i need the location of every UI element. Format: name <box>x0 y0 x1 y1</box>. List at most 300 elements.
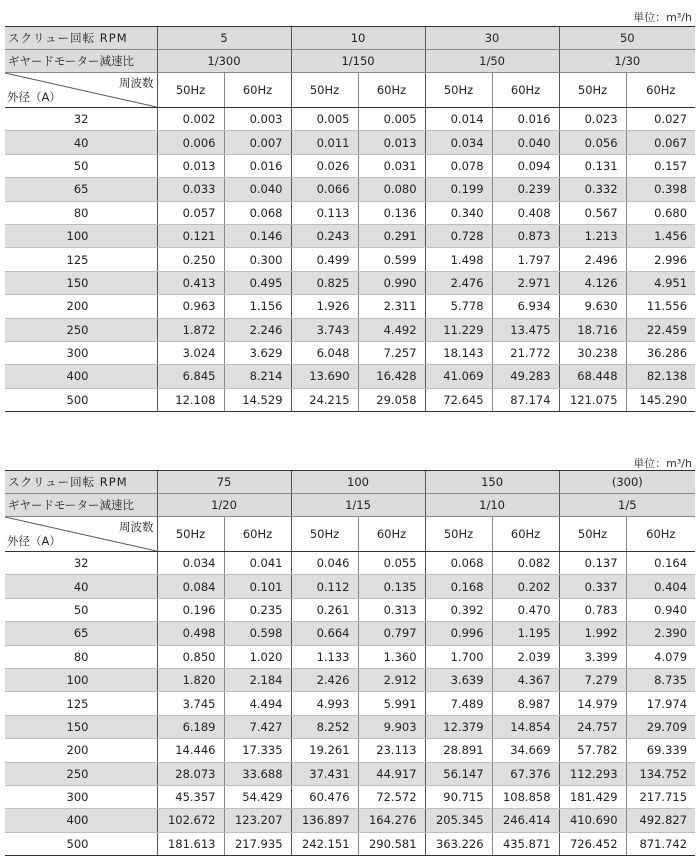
capacity-cell: 0.783 <box>559 598 626 621</box>
capacity-cell: 8.214 <box>224 365 291 388</box>
rpm-value: 10 <box>291 27 425 50</box>
outer-diameter-cell: 80 <box>5 201 157 224</box>
capacity-cell: 1.700 <box>425 645 492 668</box>
capacity-cell: 2.912 <box>358 668 425 691</box>
outer-diameter-cell: 150 <box>5 715 157 738</box>
capacity-cell: 12.379 <box>425 715 492 738</box>
outer-diameter-cell: 65 <box>5 622 157 645</box>
capacity-cell: 4.494 <box>224 692 291 715</box>
capacity-cell: 67.376 <box>492 762 559 785</box>
capacity-cell: 0.873 <box>492 224 559 247</box>
capacity-cell: 0.499 <box>291 248 358 271</box>
capacity-table-1 <box>5 26 695 412</box>
capacity-cell: 69.339 <box>626 739 695 762</box>
capacity-cell: 217.935 <box>224 832 291 855</box>
capacity-cell: 11.229 <box>425 318 492 341</box>
hz-header: 60Hz <box>492 517 559 552</box>
capacity-cell: 19.261 <box>291 739 358 762</box>
hz-header: 60Hz <box>358 517 425 552</box>
capacity-cell: 0.680 <box>626 201 695 224</box>
capacity-cell: 41.069 <box>425 365 492 388</box>
capacity-cell: 0.057 <box>157 201 224 224</box>
capacity-cell: 0.082 <box>492 552 559 575</box>
capacity-cell: 7.489 <box>425 692 492 715</box>
rpm-value: 50 <box>559 27 695 50</box>
capacity-cell: 4.951 <box>626 271 695 294</box>
capacity-cell: 3.743 <box>291 318 358 341</box>
gear-ratio-value: 1/150 <box>291 50 425 73</box>
capacity-cell: 7.279 <box>559 668 626 691</box>
capacity-cell: 290.581 <box>358 832 425 855</box>
gear-ratio-value: 1/30 <box>559 50 695 73</box>
rpm-value: 30 <box>425 27 559 50</box>
capacity-cell: 5.778 <box>425 295 492 318</box>
capacity-cell: 492.827 <box>626 809 695 832</box>
capacity-cell: 13.475 <box>492 318 559 341</box>
capacity-cell: 7.427 <box>224 715 291 738</box>
capacity-cell: 0.101 <box>224 575 291 598</box>
capacity-cell: 68.448 <box>559 365 626 388</box>
capacity-cell: 1.872 <box>157 318 224 341</box>
capacity-cell: 0.031 <box>358 154 425 177</box>
outer-diameter-cell: 400 <box>5 809 157 832</box>
capacity-cell: 4.079 <box>626 645 695 668</box>
capacity-cell: 0.027 <box>626 108 695 131</box>
capacity-cell: 34.669 <box>492 739 559 762</box>
gear-ratio-value: 1/20 <box>157 494 291 517</box>
capacity-cell: 0.340 <box>425 201 492 224</box>
table-row <box>5 201 695 224</box>
capacity-cell: 0.850 <box>157 645 224 668</box>
rpm-label: スクリュー回転 RPM <box>5 27 157 50</box>
capacity-cell: 5.991 <box>358 692 425 715</box>
outer-diameter-cell: 100 <box>5 668 157 691</box>
hz-header: 50Hz <box>291 73 358 108</box>
outer-diameter-cell: 40 <box>5 575 157 598</box>
capacity-cell: 2.971 <box>492 271 559 294</box>
capacity-cell: 17.335 <box>224 739 291 762</box>
capacity-cell: 28.073 <box>157 762 224 785</box>
table-row <box>5 108 695 131</box>
capacity-cell: 0.041 <box>224 552 291 575</box>
outer-diameter-cell: 250 <box>5 762 157 785</box>
capacity-cell: 7.257 <box>358 341 425 364</box>
table-row <box>5 832 695 855</box>
capacity-cell: 1.820 <box>157 668 224 691</box>
outer-diameter-cell: 200 <box>5 295 157 318</box>
capacity-cell: 181.429 <box>559 785 626 808</box>
capacity-cell: 0.078 <box>425 154 492 177</box>
capacity-cell: 18.143 <box>425 341 492 364</box>
frequency-header-row <box>5 73 695 108</box>
capacity-cell: 0.235 <box>224 598 291 621</box>
capacity-cell: 205.345 <box>425 809 492 832</box>
capacity-cell: 0.013 <box>358 131 425 154</box>
gear-ratio-value: 1/10 <box>425 494 559 517</box>
table-row <box>5 785 695 808</box>
table-row <box>5 645 695 668</box>
hz-header: 50Hz <box>157 73 224 108</box>
capacity-cell: 0.023 <box>559 108 626 131</box>
capacity-cell: 0.014 <box>425 108 492 131</box>
capacity-cell: 36.286 <box>626 341 695 364</box>
capacity-cell: 0.157 <box>626 154 695 177</box>
capacity-cell: 0.404 <box>626 575 695 598</box>
capacity-cell: 17.974 <box>626 692 695 715</box>
capacity-cell: 9.903 <box>358 715 425 738</box>
capacity-cell: 0.250 <box>157 248 224 271</box>
table-row <box>5 715 695 738</box>
gear-ratio-value: 1/15 <box>291 494 425 517</box>
table-row <box>5 295 695 318</box>
capacity-cell: 0.112 <box>291 575 358 598</box>
capacity-cell: 102.672 <box>157 809 224 832</box>
table-row <box>5 388 695 411</box>
capacity-cell: 0.168 <box>425 575 492 598</box>
outer-diameter-cell: 250 <box>5 318 157 341</box>
capacity-cell: 0.068 <box>425 552 492 575</box>
capacity-cell: 0.026 <box>291 154 358 177</box>
capacity-cell: 2.311 <box>358 295 425 318</box>
capacity-cell: 0.066 <box>291 178 358 201</box>
capacity-cell: 0.016 <box>224 154 291 177</box>
outer-diameter-cell: 40 <box>5 131 157 154</box>
capacity-cell: 1.456 <box>626 224 695 247</box>
capacity-cell: 1.020 <box>224 645 291 668</box>
capacity-cell: 0.963 <box>157 295 224 318</box>
hz-header: 50Hz <box>425 517 492 552</box>
table-row <box>5 365 695 388</box>
capacity-cell: 3.629 <box>224 341 291 364</box>
capacity-cell: 0.313 <box>358 598 425 621</box>
capacity-cell: 363.226 <box>425 832 492 855</box>
corner-header-cell <box>5 517 157 552</box>
rpm-value: (300) <box>559 471 695 494</box>
capacity-cell: 0.005 <box>291 108 358 131</box>
frequency-header-row <box>5 517 695 552</box>
capacity-cell: 11.556 <box>626 295 695 318</box>
capacity-cell: 21.772 <box>492 341 559 364</box>
capacity-cell: 1.133 <box>291 645 358 668</box>
capacity-table-2 <box>5 470 695 856</box>
capacity-cell: 0.990 <box>358 271 425 294</box>
outer-diameter-cell: 200 <box>5 739 157 762</box>
capacity-cell: 0.199 <box>425 178 492 201</box>
capacity-cell: 6.845 <box>157 365 224 388</box>
capacity-cell: 16.428 <box>358 365 425 388</box>
capacity-cell: 0.113 <box>291 201 358 224</box>
capacity-cell: 0.013 <box>157 154 224 177</box>
capacity-cell: 60.476 <box>291 785 358 808</box>
capacity-cell: 0.002 <box>157 108 224 131</box>
table-row <box>5 762 695 785</box>
outer-diameter-cell: 500 <box>5 388 157 411</box>
capacity-cell: 0.033 <box>157 178 224 201</box>
capacity-cell: 49.283 <box>492 365 559 388</box>
capacity-cell: 30.238 <box>559 341 626 364</box>
capacity-cell: 14.854 <box>492 715 559 738</box>
capacity-cell: 217.715 <box>626 785 695 808</box>
capacity-cell: 0.728 <box>425 224 492 247</box>
capacity-cell: 2.390 <box>626 622 695 645</box>
capacity-cell: 1.195 <box>492 622 559 645</box>
capacity-cell: 72.572 <box>358 785 425 808</box>
capacity-cell: 0.413 <box>157 271 224 294</box>
capacity-cell: 0.046 <box>291 552 358 575</box>
capacity-cell: 44.917 <box>358 762 425 785</box>
gear-ratio-label: ギヤードモーター減速比 <box>5 494 157 517</box>
outer-diameter-cell: 65 <box>5 178 157 201</box>
table-row <box>5 739 695 762</box>
capacity-cell: 0.567 <box>559 201 626 224</box>
rpm-value: 150 <box>425 471 559 494</box>
capacity-cell: 0.034 <box>157 552 224 575</box>
capacity-cell: 0.498 <box>157 622 224 645</box>
capacity-cell: 0.825 <box>291 271 358 294</box>
hz-header: 50Hz <box>425 73 492 108</box>
capacity-cell: 2.039 <box>492 645 559 668</box>
capacity-cell: 57.782 <box>559 739 626 762</box>
capacity-cell: 0.146 <box>224 224 291 247</box>
capacity-cell: 0.040 <box>492 131 559 154</box>
outer-diameter-cell: 32 <box>5 108 157 131</box>
hz-header: 60Hz <box>224 517 291 552</box>
capacity-cell: 112.293 <box>559 762 626 785</box>
capacity-cell: 136.897 <box>291 809 358 832</box>
hz-header: 50Hz <box>559 517 626 552</box>
capacity-cell: 435.871 <box>492 832 559 855</box>
capacity-cell: 0.797 <box>358 622 425 645</box>
capacity-cell: 242.151 <box>291 832 358 855</box>
table-row <box>5 154 695 177</box>
capacity-cell: 2.996 <box>626 248 695 271</box>
capacity-cell: 1.360 <box>358 645 425 668</box>
capacity-cell: 0.136 <box>358 201 425 224</box>
capacity-cell: 3.024 <box>157 341 224 364</box>
capacity-cell: 18.716 <box>559 318 626 341</box>
capacity-cell: 8.987 <box>492 692 559 715</box>
capacity-cell: 0.239 <box>492 178 559 201</box>
capacity-cell: 0.016 <box>492 108 559 131</box>
table-row <box>5 341 695 364</box>
capacity-cell: 45.357 <box>157 785 224 808</box>
gear-ratio-value: 1/5 <box>559 494 695 517</box>
table-row <box>5 131 695 154</box>
gear-ratio-value: 1/50 <box>425 50 559 73</box>
capacity-cell: 2.476 <box>425 271 492 294</box>
capacity-cell: 121.075 <box>559 388 626 411</box>
table-row <box>5 271 695 294</box>
capacity-cell: 0.011 <box>291 131 358 154</box>
table-row <box>5 178 695 201</box>
capacity-cell: 3.745 <box>157 692 224 715</box>
capacity-cell: 1.213 <box>559 224 626 247</box>
capacity-cell: 0.598 <box>224 622 291 645</box>
capacity-cell: 6.934 <box>492 295 559 318</box>
capacity-cell: 24.757 <box>559 715 626 738</box>
capacity-cell: 8.735 <box>626 668 695 691</box>
capacity-cell: 23.113 <box>358 739 425 762</box>
outer-diameter-cell: 32 <box>5 552 157 575</box>
capacity-cell: 0.164 <box>626 552 695 575</box>
capacity-cell: 90.715 <box>425 785 492 808</box>
capacity-cell: 1.156 <box>224 295 291 318</box>
outer-diameter-cell: 150 <box>5 271 157 294</box>
capacity-cell: 8.252 <box>291 715 358 738</box>
capacity-cell: 0.135 <box>358 575 425 598</box>
gear-ratio-label: ギヤードモーター減速比 <box>5 50 157 73</box>
capacity-cell: 0.055 <box>358 552 425 575</box>
rpm-value: 5 <box>157 27 291 50</box>
hz-header: 60Hz <box>358 73 425 108</box>
capacity-cell: 1.926 <box>291 295 358 318</box>
outer-diameter-cell: 80 <box>5 645 157 668</box>
capacity-cell: 0.034 <box>425 131 492 154</box>
frequency-label: 周波数 <box>119 520 154 534</box>
capacity-cell: 72.645 <box>425 388 492 411</box>
capacity-cell: 123.207 <box>224 809 291 832</box>
capacity-cell: 181.613 <box>157 832 224 855</box>
table-row <box>5 809 695 832</box>
capacity-cell: 0.243 <box>291 224 358 247</box>
capacity-cell: 0.261 <box>291 598 358 621</box>
capacity-cell: 3.639 <box>425 668 492 691</box>
capacity-cell: 6.048 <box>291 341 358 364</box>
capacity-cell: 0.056 <box>559 131 626 154</box>
table-row <box>5 622 695 645</box>
capacity-cell: 14.979 <box>559 692 626 715</box>
capacity-cell: 28.891 <box>425 739 492 762</box>
capacity-cell: 0.121 <box>157 224 224 247</box>
capacity-cell: 871.742 <box>626 832 695 855</box>
corner-header-cell <box>5 73 157 108</box>
hz-header: 50Hz <box>157 517 224 552</box>
capacity-cell: 14.446 <box>157 739 224 762</box>
capacity-cell: 87.174 <box>492 388 559 411</box>
capacity-cell: 410.690 <box>559 809 626 832</box>
table-row <box>5 598 695 621</box>
capacity-cell: 0.332 <box>559 178 626 201</box>
rpm-value: 100 <box>291 471 425 494</box>
capacity-cell: 1.498 <box>425 248 492 271</box>
capacity-cell: 29.058 <box>358 388 425 411</box>
capacity-cell: 0.196 <box>157 598 224 621</box>
capacity-cell: 14.529 <box>224 388 291 411</box>
outer-diameter-cell: 300 <box>5 341 157 364</box>
capacity-cell: 0.291 <box>358 224 425 247</box>
frequency-label: 周波数 <box>119 76 154 90</box>
hz-header: 60Hz <box>224 73 291 108</box>
capacity-cell: 4.492 <box>358 318 425 341</box>
capacity-cell: 0.084 <box>157 575 224 598</box>
capacity-cell: 0.067 <box>626 131 695 154</box>
capacity-cell: 134.752 <box>626 762 695 785</box>
capacity-cell: 0.131 <box>559 154 626 177</box>
outer-diameter-cell: 50 <box>5 154 157 177</box>
table-row <box>5 575 695 598</box>
capacity-cell: 0.495 <box>224 271 291 294</box>
table-row <box>5 692 695 715</box>
outer-diameter-cell: 300 <box>5 785 157 808</box>
rpm-label: スクリュー回転 RPM <box>5 471 157 494</box>
capacity-cell: 22.459 <box>626 318 695 341</box>
outer-diameter-label: 外径（A） <box>7 90 61 104</box>
outer-diameter-label: 外径（A） <box>7 534 61 548</box>
capacity-cell: 0.202 <box>492 575 559 598</box>
capacity-cell: 0.337 <box>559 575 626 598</box>
capacity-cell: 246.414 <box>492 809 559 832</box>
capacity-cell: 108.858 <box>492 785 559 808</box>
capacity-cell: 0.068 <box>224 201 291 224</box>
capacity-cell: 0.940 <box>626 598 695 621</box>
hz-header: 50Hz <box>559 73 626 108</box>
table-row <box>5 318 695 341</box>
capacity-cell: 4.993 <box>291 692 358 715</box>
rpm-value: 75 <box>157 471 291 494</box>
gear-ratio-value: 1/300 <box>157 50 291 73</box>
capacity-cell: 54.429 <box>224 785 291 808</box>
hz-header: 60Hz <box>626 73 695 108</box>
capacity-cell: 145.290 <box>626 388 695 411</box>
capacity-cell: 0.040 <box>224 178 291 201</box>
capacity-cell: 0.664 <box>291 622 358 645</box>
capacity-cell: 0.137 <box>559 552 626 575</box>
capacity-cell: 0.392 <box>425 598 492 621</box>
unit-label-1: 単位：m³/h <box>633 11 692 24</box>
outer-diameter-cell: 100 <box>5 224 157 247</box>
outer-diameter-cell: 125 <box>5 248 157 271</box>
capacity-cell: 726.452 <box>559 832 626 855</box>
capacity-cell: 1.797 <box>492 248 559 271</box>
capacity-cell: 0.007 <box>224 131 291 154</box>
capacity-cell: 4.126 <box>559 271 626 294</box>
capacity-cell: 9.630 <box>559 295 626 318</box>
capacity-cell: 37.431 <box>291 762 358 785</box>
table-row <box>5 668 695 691</box>
capacity-cell: 13.690 <box>291 365 358 388</box>
gear-ratio-row <box>5 50 695 73</box>
capacity-cell: 33.688 <box>224 762 291 785</box>
capacity-cell: 6.189 <box>157 715 224 738</box>
capacity-cell: 0.470 <box>492 598 559 621</box>
capacity-cell: 0.599 <box>358 248 425 271</box>
outer-diameter-cell: 500 <box>5 832 157 855</box>
capacity-cell: 29.709 <box>626 715 695 738</box>
hz-header: 60Hz <box>626 517 695 552</box>
capacity-cell: 0.408 <box>492 201 559 224</box>
outer-diameter-cell: 50 <box>5 598 157 621</box>
capacity-cell: 4.367 <box>492 668 559 691</box>
capacity-cell: 1.992 <box>559 622 626 645</box>
capacity-cell: 3.399 <box>559 645 626 668</box>
gear-ratio-row <box>5 494 695 517</box>
capacity-cell: 0.003 <box>224 108 291 131</box>
capacity-cell: 0.300 <box>224 248 291 271</box>
capacity-cell: 0.094 <box>492 154 559 177</box>
capacity-cell: 12.108 <box>157 388 224 411</box>
outer-diameter-cell: 125 <box>5 692 157 715</box>
capacity-cell: 2.496 <box>559 248 626 271</box>
rpm-header-row <box>5 471 695 494</box>
capacity-cell: 0.996 <box>425 622 492 645</box>
hz-header: 50Hz <box>291 517 358 552</box>
hz-header: 60Hz <box>492 73 559 108</box>
table-row <box>5 248 695 271</box>
table-row <box>5 224 695 247</box>
capacity-cell: 2.184 <box>224 668 291 691</box>
unit-label-2: 単位：m³/h <box>633 457 692 470</box>
rpm-header-row <box>5 27 695 50</box>
